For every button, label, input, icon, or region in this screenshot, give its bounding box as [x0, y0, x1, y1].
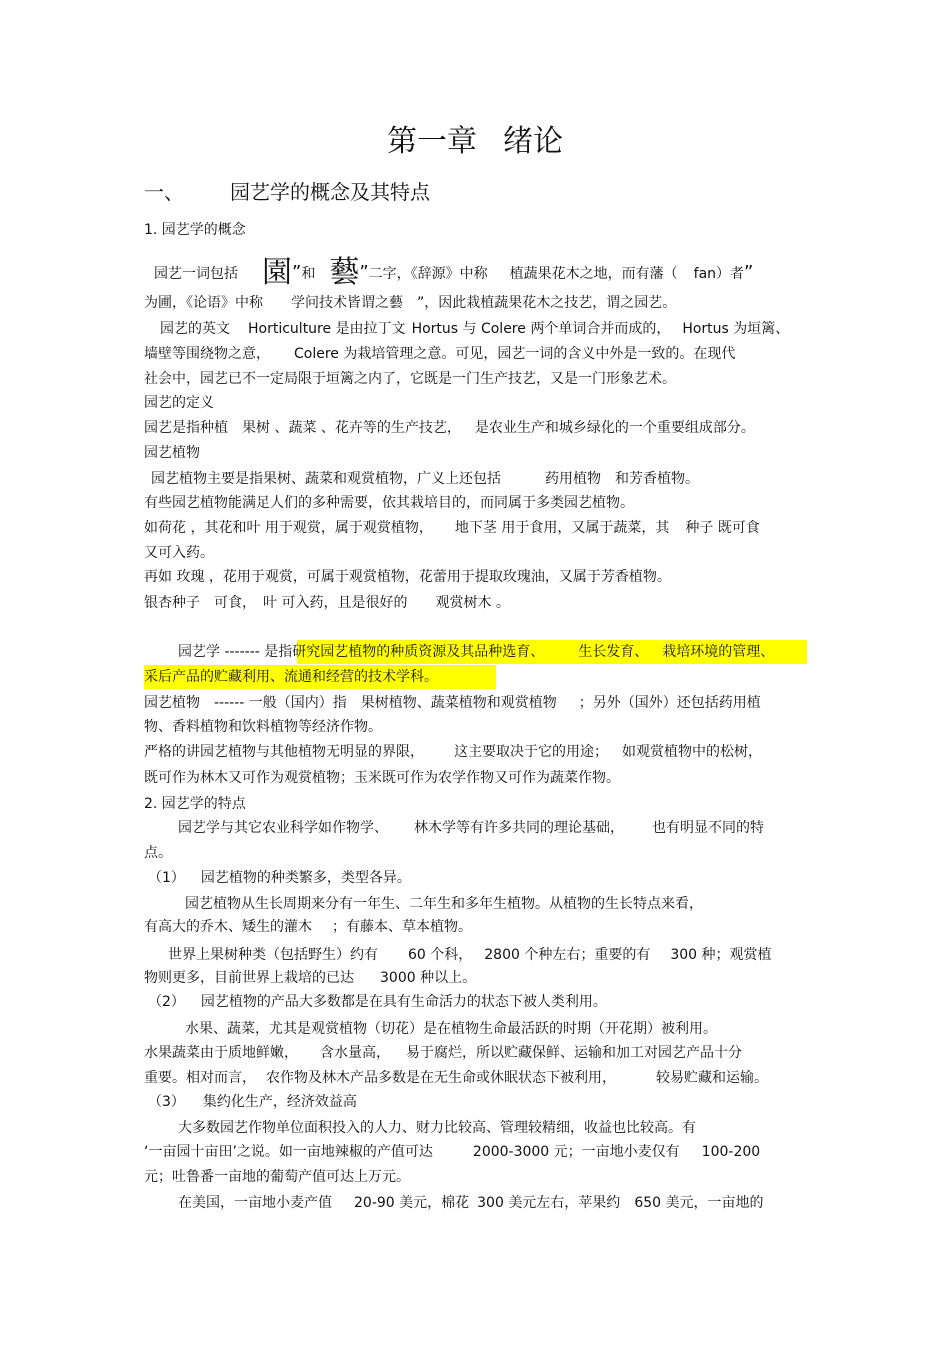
text-line	[144, 1042, 742, 1064]
text-line: 有些园艺植物能满足人们的多种需要，依其栽培目的，而同属于多类园艺植物。	[144, 495, 634, 511]
text-line	[144, 967, 476, 989]
intro-he: 和	[301, 266, 316, 282]
text-span: 20-90 美元，棉花	[354, 1195, 470, 1211]
text-span: Horticulture 是由拉丁文	[248, 321, 406, 337]
text-span: 如观赏植物中的松树，	[622, 744, 762, 760]
text-span: 300 种；观赏植	[670, 947, 772, 963]
text-span: 集约化生产，经济效益高	[202, 1094, 357, 1110]
text-line: 元；吐鲁番一亩地的葡萄产值可达上万元。	[144, 1169, 410, 1185]
text-span: 在美国，一亩地小麦产值	[178, 1195, 332, 1211]
text-line: 社会中，园艺已不一定局限于垣篱之内了，它既是一门生产技艺，又是一门形象艺术。	[144, 371, 676, 387]
text-span: 林木学等有许多共同的理论基础，	[414, 820, 624, 836]
text-span: Hortus 与 Colere 两个单词合并而成的，	[411, 321, 671, 337]
section-heading	[144, 178, 430, 206]
subsection-heading-1: 1. 园艺学的概念	[144, 222, 246, 238]
text-span: 严格的讲园艺植物与其他植物无明显的界限，	[144, 744, 424, 760]
section-number: 一、	[144, 180, 184, 204]
text-span: 园艺学 ------- 是指	[178, 644, 293, 660]
text-span: 种子 既可食	[685, 520, 760, 536]
highlighted-line: 采后产品的贮藏利用、流通和经营的技术学科。	[144, 669, 438, 685]
highlighted-text: 生长发育、	[578, 644, 649, 660]
text-span: 重要。相对而言，	[144, 1070, 256, 1086]
text-line	[178, 817, 764, 839]
text-line: 再如 玫瑰 ，花用于观赏，可属于观赏植物，花蕾用于提取玫瑰油，又属于芳香植物。	[144, 569, 671, 585]
intro-text-b: 二字，《辞源》中称	[368, 266, 488, 282]
text-span: 是农业生产和城乡绿化的一个重要组成部分。	[474, 420, 755, 436]
intro-line	[154, 255, 754, 290]
text-line	[144, 517, 760, 539]
char-yi: 藝	[329, 255, 360, 290]
text-span: ；有藤本、草本植物。	[332, 919, 472, 935]
text-line: 又可入药。	[144, 545, 214, 561]
text-span: 物则更多，目前世界上栽培的已达	[144, 970, 354, 986]
text-span: Hortus 为垣篱、	[682, 321, 790, 337]
text-line	[144, 741, 762, 763]
text-span: 园艺植物的产品大多数都是在具有生命活力的状态下被人类利用。	[200, 994, 607, 1010]
intro-text-a: 园艺一词包括	[154, 266, 238, 282]
text-span: 易于腐烂，所以贮藏保鲜、运输和加工对园艺产品十分	[406, 1045, 742, 1061]
text-line: 园艺植物	[144, 445, 200, 461]
text-span: 园艺植物的种类繁多，类型各异。	[200, 870, 411, 886]
text-line	[178, 641, 774, 663]
text-span: 园艺植物 ------ 一般（国内）指 果树植物、蔬菜植物和观赏植物	[144, 695, 557, 711]
highlighted-text: 研究园艺植物的种质资源及其品种选育、	[292, 644, 545, 660]
text-span: 含水量高，	[320, 1045, 390, 1061]
list-item-1	[148, 867, 411, 889]
text-line	[144, 417, 755, 439]
text-span: 墙壁等围绕物之意，	[144, 346, 270, 362]
subsection-heading-2: 2. 园艺学的特点	[144, 796, 246, 812]
text-span: 300 美元左右，苹果约	[477, 1195, 621, 1211]
text-line	[144, 692, 761, 714]
text-span: 也有明显不同的特	[652, 820, 764, 836]
text-span: 2000-3000 元；一亩地小麦仅有	[472, 1144, 680, 1160]
text-span: 60 个科，	[408, 947, 473, 963]
quote-mark: ”	[744, 262, 754, 283]
text-span: 药用植物 和芳香植物。	[545, 471, 699, 487]
list-marker: （1）	[148, 870, 185, 886]
chapter-name: 绪论	[503, 124, 563, 159]
list-marker: （3）	[148, 1094, 185, 1110]
quote-mark: ”	[359, 262, 369, 283]
intro-text-c: 植蔬果花木之地，而有藩（	[509, 266, 678, 282]
text-span: 有高大的乔木、矮生的灌木	[144, 919, 312, 935]
text-line	[151, 468, 699, 490]
text-span: Colere 为栽培管理之意。可见，园艺一词的含义中外是一致的。在现代	[294, 346, 736, 362]
text-span: 世界上果树种类（包括野生）约有	[168, 947, 378, 963]
list-item-2	[148, 991, 607, 1013]
quote-mark: ”	[292, 262, 302, 283]
text-line: 物、香料植物和饮料植物等经济作物。	[144, 719, 382, 735]
text-span: ‘一亩园十亩田’之说。如一亩地辣椒的产值可达	[144, 1144, 433, 1160]
text-span: 园艺学与其它农业科学如作物学、	[178, 820, 388, 836]
text-line	[144, 1141, 760, 1163]
text-line	[160, 318, 789, 340]
text-line	[144, 1067, 768, 1089]
text-span: 如荷花 ，其花和叶 用于观赏，属于观赏植物，	[144, 520, 433, 536]
text-line: 园艺植物从生长周期来分有一年生、二年生和多年生植物。从植物的生长特点来看，	[185, 896, 703, 912]
list-marker: （2）	[148, 994, 185, 1010]
intro-text-d: fan）者	[693, 266, 745, 282]
text-span: 650 美元，一亩地的	[634, 1195, 764, 1211]
text-span: 农作物及林木产品多数是在无生命或休眠状态下被利用，	[266, 1070, 616, 1086]
text-span: 园艺是指种植 果树 、蔬菜 、花卉等的生产技艺，	[144, 420, 461, 436]
text-line	[168, 944, 772, 966]
text-line: 既可作为林木又可作为观赏植物；玉米既可作为农学作物又可作为蔬菜作物。	[144, 770, 620, 786]
chapter-title	[0, 122, 950, 162]
chapter-number: 第一章	[387, 124, 477, 159]
text-line: 为圃，《论语》中称 学问技术皆谓之藝 ”，因此栽植蔬果花木之技艺，谓之园艺。	[144, 295, 677, 311]
text-line	[144, 916, 472, 938]
text-span: 园艺的英文	[160, 321, 230, 337]
text-span: 2800 个种左右；重要的有	[484, 947, 651, 963]
text-span: 园艺植物主要是指果树、蔬菜和观赏植物，广义上还包括	[151, 471, 501, 487]
text-span: 100-200	[701, 1144, 761, 1160]
text-span: 这主要取决于它的用途；	[454, 744, 608, 760]
section-title: 园艺学的概念及其特点	[230, 180, 430, 204]
text-line: 银杏种子 可食， 叶 可入药，且是很好的 观赏树木 。	[144, 595, 510, 611]
text-span: 较易贮藏和运输。	[656, 1070, 768, 1086]
text-line: 园艺的定义	[144, 395, 214, 411]
text-line: 大多数园艺作物单位面积投入的人力、财力比较高、管理较精细，收益也比较高。有	[178, 1120, 696, 1136]
text-span: 地下茎 用于食用，又属于蔬菜，其	[454, 520, 670, 536]
text-line	[144, 343, 735, 365]
char-yuan: 園	[262, 255, 292, 290]
text-span: 3000 种以上。	[380, 970, 477, 986]
list-item-3	[148, 1091, 357, 1113]
text-line: 水果、蔬菜，尤其是观赏植物（切花）是在植物生命最活跃的时期（开花期）被利用。	[185, 1021, 717, 1037]
text-line: 点。	[144, 845, 172, 861]
text-span: ；另外（国外）还包括药用植	[578, 695, 761, 711]
highlighted-text: 栽培环境的管理、	[662, 644, 775, 660]
text-span: 水果蔬菜由于质地鲜嫩，	[144, 1045, 298, 1061]
text-line	[178, 1192, 763, 1214]
